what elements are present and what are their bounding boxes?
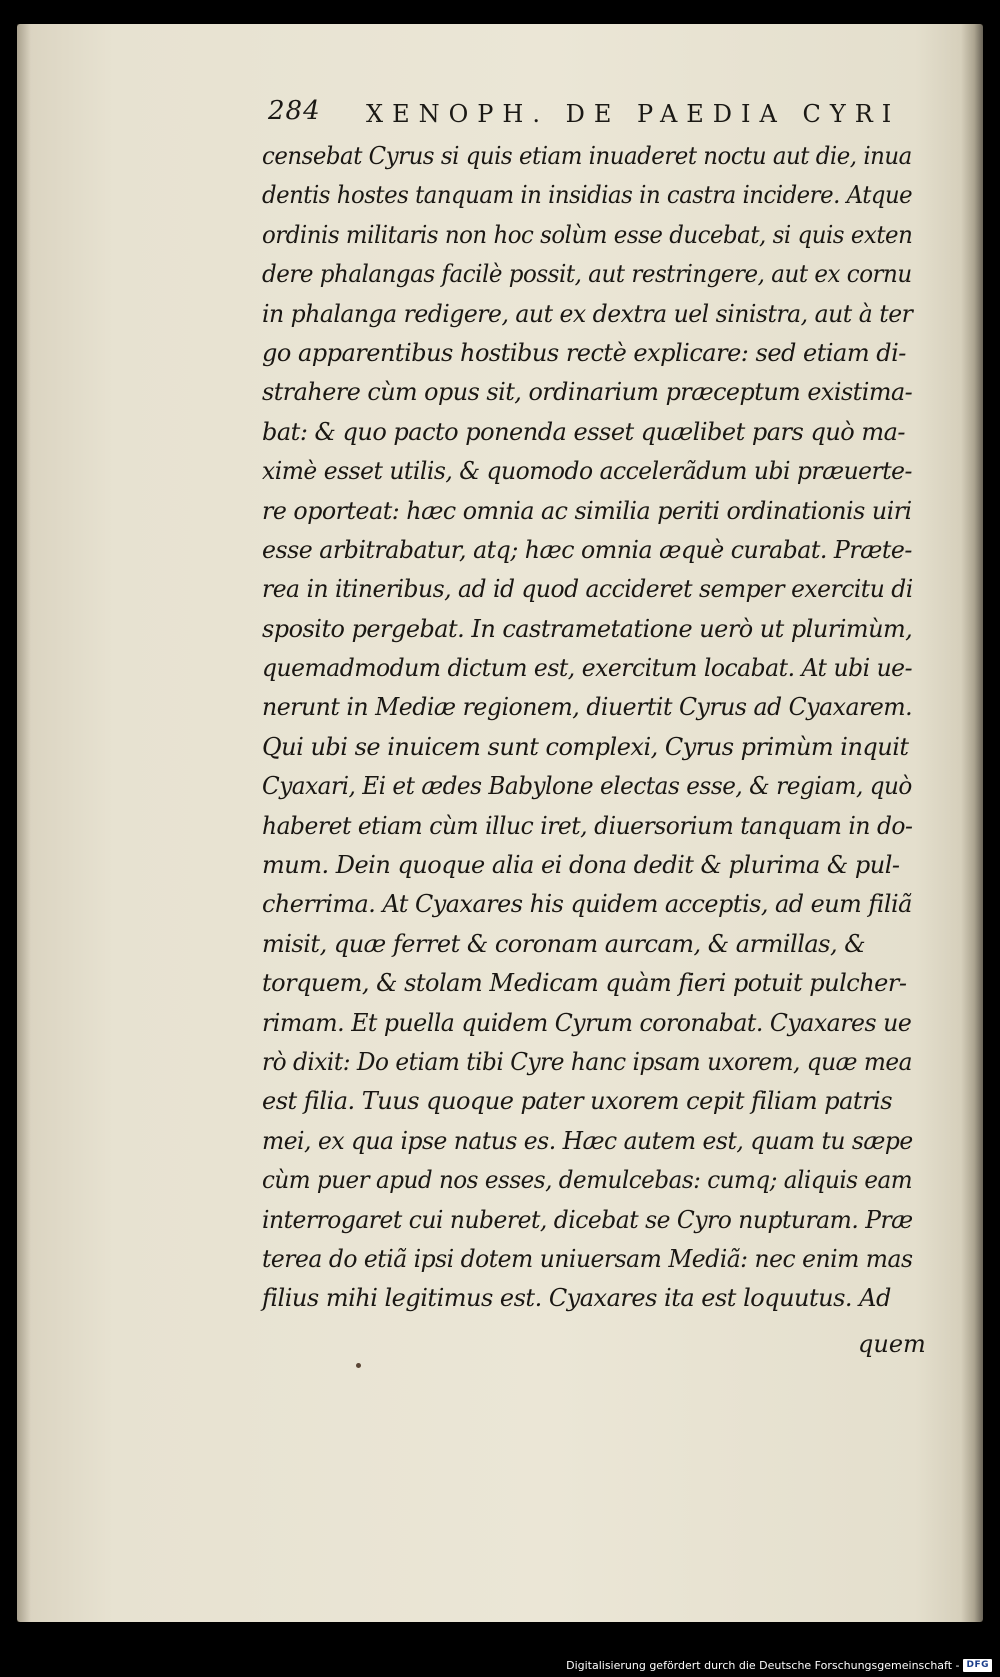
text-line: mei, ex qua ipse natus es. Hæc autem est, quam tu sæpe	[262, 1126, 913, 1155]
text-line: dentis hostes tanquam in insidias in castra incidere. Atque	[262, 181, 913, 210]
text-line: Qui ubi se inuicem sunt complexi, Cyrus primùm inquit	[262, 732, 909, 761]
text-line: rimam. Et puella quidem Cyrum coronabat. Cyaxares ue	[262, 1008, 912, 1037]
text-line: re oporteat: hæc omnia ac similia periti ordinationis uiri	[262, 496, 912, 525]
text-line: cherrima. At Cyaxares his quidem acceptis, ad eum filiã	[262, 890, 912, 919]
sponsor-credit	[566, 1656, 992, 1674]
text-line: nerunt in Mediæ regionem, diuertit Cyrus ad Cyaxarem.	[262, 693, 913, 722]
body-text	[262, 137, 942, 1319]
text-line: quemadmodum dictum est, exercitum locabat. At ubi ue-	[262, 654, 913, 683]
text-line: bat: & quo pacto ponenda esset quælibet pars quò ma-	[262, 417, 906, 446]
text-line: rò dixit: Do etiam tibi Cyre hanc ipsam uxorem, quæ mea	[262, 1047, 912, 1076]
text-line: ordinis militaris non hoc solùm esse ducebat, si quis exten	[262, 220, 913, 249]
text-line: terea do etiã ipsi dotem uniuersam Mediã: nec enim mas	[262, 1244, 913, 1273]
running-head	[268, 96, 901, 136]
page-edge-shadow	[961, 24, 983, 1622]
text-line: filius mihi legitimus est. Cyaxares ita est loquutus. Ad	[262, 1284, 891, 1313]
text-line: rea in itineribus, ad id quod accideret semper exercitu di	[262, 575, 913, 604]
text-line: esse arbitrabatur, atq; hæc omnia æquè curabat. Præte-	[262, 535, 912, 564]
credit-text: Digitalisierung gefördert durch die Deutsche Forschungsgemeinschaft -	[566, 1658, 960, 1672]
text-line: dere phalangas facilè possit, aut restringere, aut ex cornu	[262, 260, 912, 289]
page-number: 284	[268, 96, 321, 126]
text-line: censebat Cyrus si quis etiam inuaderet noctu aut die, inua	[262, 142, 912, 170]
text-line: torquem, & stolam Medicam quàm fieri potuit pulcher-	[262, 969, 907, 998]
running-title: XENOPH. DE PAEDIA CYRI	[366, 100, 901, 128]
text-line: sposito pergebat. In castrametatione uerò ut plurimùm,	[262, 614, 913, 643]
text-line: ximè esset utilis, & quomodo accelerãdum ubi præuerte-	[262, 457, 912, 486]
ink-speck	[356, 1363, 361, 1368]
catchword: quem	[858, 1330, 926, 1358]
page-gutter-shadow	[17, 24, 31, 1622]
text-line: strahere cùm opus sit, ordinarium præceptum existima-	[262, 378, 913, 407]
text-line: haberet etiam cùm illuc iret, diuersorium tanquam in do-	[262, 811, 913, 840]
text-line: mum. Dein quoque alia ei dona dedit & plurima & pul-	[262, 851, 900, 880]
text-line: cùm puer apud nos esses, demulcebas: cumq; aliquis eam	[262, 1166, 913, 1195]
text-line: misit, quæ ferret & coronam aurcam, & armillas, &	[262, 929, 866, 958]
text-line: Cyaxari, Ei et ædes Babylone electas esse, & regiam, quò	[262, 772, 912, 801]
text-line: go apparentibus hostibus rectè explicare: sed etiam di-	[262, 338, 906, 367]
text-line: interrogaret cui nuberet, dicebat se Cyro nupturam. Præ	[262, 1205, 913, 1234]
text-line: est filia. Tuus quoque pater uxorem cepit filiam patris	[262, 1087, 893, 1116]
text-line: in phalanga redigere, aut ex dextra uel sinistra, aut à ter	[262, 299, 913, 328]
dfg-logo-icon: DFG	[963, 1659, 992, 1672]
